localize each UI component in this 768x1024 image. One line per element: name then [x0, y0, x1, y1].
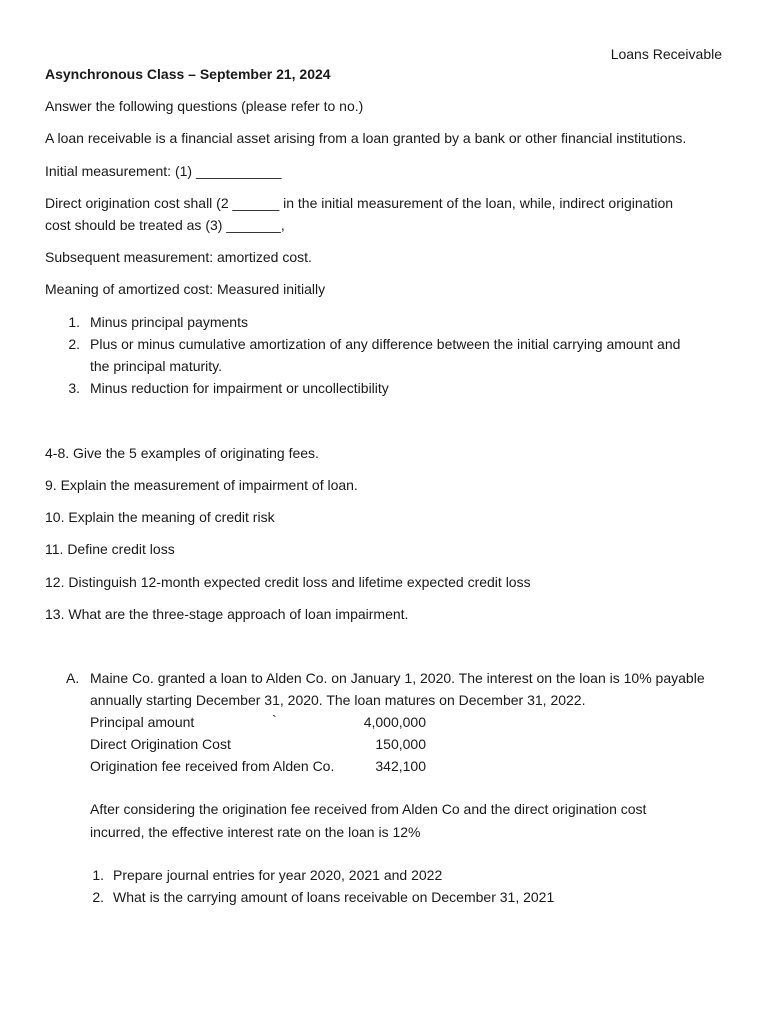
instruction-text: Answer the following questions (please refer to no.): [45, 98, 364, 114]
eir-text-line2: incurred, the effective interest rate on the loan is 12%: [90, 824, 421, 840]
list-item-text: Plus or minus cumulative amortization of any difference between the initial carrying amount and: [90, 336, 681, 352]
task-text: What is the carrying amount of loans receivable on December 31, 2021: [113, 889, 555, 905]
direct-origination-text-line1: Direct origination cost shall (2 ______ in the initial measurement of the loan, while, indirect origination: [45, 195, 674, 211]
task-number: 2.: [92, 889, 104, 905]
question-item: 12. Distinguish 12-month expected credit loss and lifetime expected credit loss: [45, 574, 531, 590]
list-item-number: 2.: [68, 336, 80, 352]
table-value: 150,000: [375, 736, 426, 752]
list-item-number: 3.: [68, 380, 80, 396]
table-label: Origination fee received from Alden Co.: [90, 758, 335, 774]
question-item: 4-8. Give the 5 examples of originating fees.: [45, 445, 319, 461]
initial-measurement-text: Initial measurement: (1) ___________: [45, 163, 282, 179]
table-value: 4,000,000: [363, 714, 426, 730]
problem-text-line1: Maine Co. granted a loan to Alden Co. on January 1, 2020. The interest on the loan is 10% payable: [90, 670, 705, 686]
table-label: Principal amount: [90, 714, 195, 730]
task-text: Prepare journal entries for year 2020, 2021 and 2022: [113, 867, 443, 883]
task-number: 1.: [92, 867, 104, 883]
problem-text-line2: annually starting December 31, 2020. The loan matures on December 31, 2022.: [90, 692, 586, 708]
document-topic: Loans Receivable: [610, 46, 722, 62]
list-item-text-continued: the principal maturity.: [90, 358, 223, 374]
list-item-text: Minus reduction for impairment or uncollectibility: [90, 380, 389, 396]
table-label: Direct Origination Cost: [90, 736, 231, 752]
question-item: 9. Explain the measurement of impairment of loan.: [45, 477, 358, 493]
list-item-number: 1.: [68, 314, 80, 330]
question-item: 13. What are the three-stage approach of loan impairment.: [45, 606, 409, 622]
problem-letter: A.: [66, 670, 80, 686]
eir-text-line1: After considering the origination fee received from Alden Co and the direct origination cost: [90, 801, 647, 817]
amortized-cost-meaning-text: Meaning of amortized cost: Measured initially: [45, 281, 326, 297]
question-item: 11. Define credit loss: [45, 541, 175, 557]
table-value: 342,100: [375, 758, 426, 774]
definition-text: A loan receivable is a financial asset arising from a loan granted by a bank or other financial institutions.: [45, 130, 687, 146]
page-title: Asynchronous Class – September 21, 2024: [45, 66, 331, 82]
question-item: 10. Explain the meaning of credit risk: [45, 509, 275, 525]
list-item-text: Minus principal payments: [90, 314, 248, 330]
direct-origination-text-line2: cost should be treated as (3) _______,: [45, 217, 285, 233]
table-mark: `: [272, 712, 277, 728]
subsequent-measurement-text: Subsequent measurement: amortized cost.: [45, 249, 312, 265]
